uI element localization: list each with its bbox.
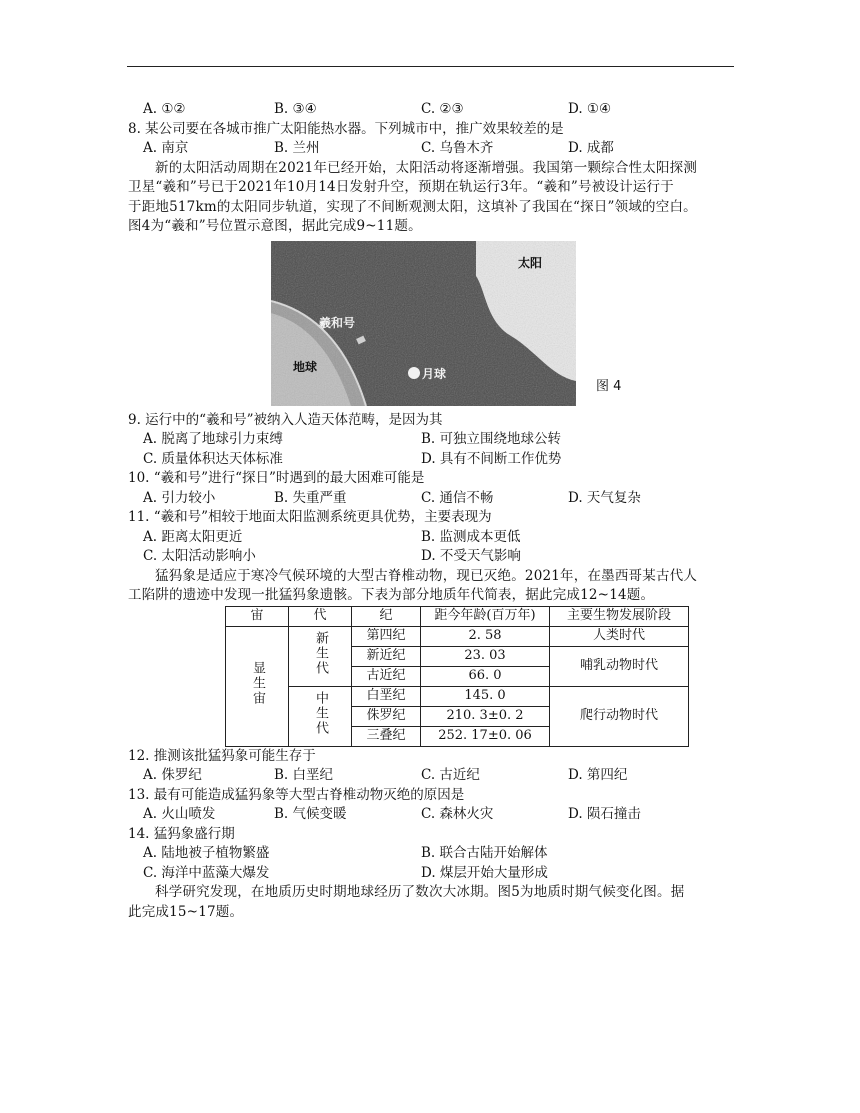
stage-cell: 爬行动物时代: [550, 686, 689, 746]
passage-ice-age: [128, 883, 738, 922]
option-c: C. ②③: [421, 101, 464, 117]
table-header-row: [226, 606, 689, 626]
option-b: B. 联合古陆开始解体: [421, 845, 548, 861]
age-cell: 145. 0: [421, 686, 550, 706]
era-mesozoic-cell: 中生代: [289, 686, 352, 746]
option-d: D. 天气复杂: [568, 489, 641, 506]
header-stage: 主要生物发展阶段: [550, 606, 689, 626]
option-c: C. 古近纪: [421, 767, 480, 783]
option-d: D. 陨石撞击: [568, 806, 641, 822]
stage-cell: 人类时代: [550, 626, 689, 646]
header-era: 代: [289, 606, 352, 626]
passage-line: 新的太阳活动周期在2021年已经开始，太阳活动将逐渐增强。我国第一颗综合性太阳探测: [155, 159, 698, 176]
option-b: B. 失重严重: [274, 489, 347, 506]
period-cell: 三叠纪: [352, 726, 421, 746]
figure-4: [128, 241, 738, 409]
option-c: C. 森林火灾: [421, 806, 494, 822]
passage-line: 猛犸象是适应于寒冷气候环境的大型古脊椎动物，现已灭绝。2021年，在墨西哥某古代人: [155, 567, 698, 584]
option-a: A. 火山喷发: [143, 806, 216, 822]
satellite-label: 羲和号: [319, 315, 356, 330]
passage-xihe: [128, 159, 738, 237]
q9-options-row2: [128, 450, 738, 470]
header-period: 纪: [352, 606, 421, 626]
q10-stem: 10. “羲和号”进行“探日”时遇到的最大困难可能是: [128, 470, 425, 486]
option-a: A. 侏罗纪: [143, 767, 202, 783]
option-c: C. 质量体积达天体标准: [143, 450, 283, 467]
q12-stem: 12. 推测该批猛犸象可能生存于: [128, 747, 316, 764]
option-d: D. 成都: [568, 140, 614, 156]
age-cell: 210. 3±0. 2: [421, 706, 550, 726]
q14-stem: 14. 猛犸象盛行期: [128, 825, 235, 842]
exam-page: [128, 100, 738, 922]
table-row: [226, 686, 689, 706]
passage-mammoth: [128, 567, 738, 606]
passage-line: 卫星“羲和”号已于2021年10月14日发射升空，预期在轨运行3年。“羲和”号被设计运行于: [128, 179, 674, 195]
passage-line: 图4为“羲和”号位置示意图，据此完成9~11题。: [128, 218, 422, 234]
q9-options-row1: [128, 430, 738, 450]
q8-stem: 8. 某公司要在各城市推广太阳能热水器。下列城市中，推广效果较差的是: [128, 120, 564, 137]
stage-cell: 哺乳动物时代: [550, 646, 689, 686]
period-cell: 白垩纪: [352, 686, 421, 706]
option-c: C. 通信不畅: [421, 489, 494, 506]
q8-options: [128, 139, 738, 159]
option-b: B. 白垩纪: [274, 767, 334, 783]
q7-options: [128, 100, 738, 120]
period-cell: 第四纪: [352, 626, 421, 646]
option-d: D. ①④: [568, 101, 612, 117]
passage-line: 科学研究发现，在地质历史时期地球经历了数次大冰期。图5为地质时期气候变化图。据: [155, 884, 685, 900]
satellite-position-photo: [271, 241, 576, 406]
q11-stem: 11. “羲和号”相较于地面太阳监测系统更具优势，主要表现为: [128, 509, 492, 525]
age-cell: 23. 03: [421, 646, 550, 666]
option-d: D. 第四纪: [568, 767, 628, 783]
option-a: A. 南京: [143, 140, 189, 156]
era-cenozoic-cell: 新生代: [289, 626, 352, 686]
header-age: 距今年龄(百万年): [421, 606, 550, 626]
option-d: D. 煤层开始大量形成: [421, 864, 548, 881]
passage-line: 工陷阱的遗迹中发现一批猛犸象遗骸。下表为部分地质年代简表，据此完成12~14题。: [128, 587, 655, 603]
moon-label: 月球: [422, 366, 447, 381]
passage-line: 于距地517km的太阳同步轨道，实现了不间断观测太阳，这填补了我国在“探日”领域的空白。: [128, 198, 697, 215]
age-cell: 2. 58: [421, 626, 550, 646]
figure-caption: 图 4: [596, 378, 622, 394]
q11-options-row1: [128, 528, 738, 548]
earth-label: 地球: [293, 359, 318, 374]
option-c: C. 太阳活动影响小: [143, 548, 256, 564]
option-c: C. 乌鲁木齐: [421, 140, 494, 156]
option-a: A. 陆地被子植物繁盛: [143, 845, 270, 861]
q14-options-row1: [128, 844, 738, 864]
period-cell: 新近纪: [352, 646, 421, 666]
option-b: B. 监测成本更低: [421, 528, 521, 545]
q9-stem: 9. 运行中的“羲和号”被纳入人造天体范畴，是因为其: [128, 411, 443, 428]
age-cell: 252. 17±0. 06: [421, 726, 550, 746]
q14-options-row2: [128, 864, 738, 884]
option-d: D. 具有不间断工作优势: [421, 450, 562, 467]
q13-options: [128, 805, 738, 825]
option-b: B. 可独立围绕地球公转: [421, 431, 562, 447]
option-a: A. 距离太阳更近: [143, 528, 243, 545]
geologic-time-table: [225, 606, 689, 747]
sun-label: 太阳: [518, 255, 543, 270]
option-c: C. 海洋中蓝藻大爆发: [143, 864, 270, 881]
option-d: D. 不受天气影响: [421, 548, 521, 564]
option-b: B. 气候变暖: [274, 806, 347, 822]
option-a: A. 引力较小: [143, 489, 216, 506]
header-rule: [127, 66, 734, 67]
q11-options-row2: [128, 547, 738, 567]
option-b: B. 兰州: [274, 140, 320, 156]
q12-options: [128, 766, 738, 786]
eon-cell: 显生宙: [226, 626, 289, 746]
option-a: A. ①②: [143, 101, 186, 117]
moon-icon: [408, 367, 420, 379]
period-cell: 侏罗纪: [352, 706, 421, 726]
q13-stem: 13. 最有可能造成猛犸象等大型古脊椎动物灭绝的原因是: [128, 786, 465, 803]
header-eon: 宙: [226, 606, 289, 626]
age-cell: 66. 0: [421, 666, 550, 686]
option-a: A. 脱离了地球引力束缚: [143, 431, 283, 447]
q10-options: [128, 489, 738, 509]
option-b: B. ③④: [274, 101, 317, 117]
period-cell: 古近纪: [352, 666, 421, 686]
passage-line: 此完成15~17题。: [128, 903, 244, 920]
table-row: [226, 626, 689, 646]
